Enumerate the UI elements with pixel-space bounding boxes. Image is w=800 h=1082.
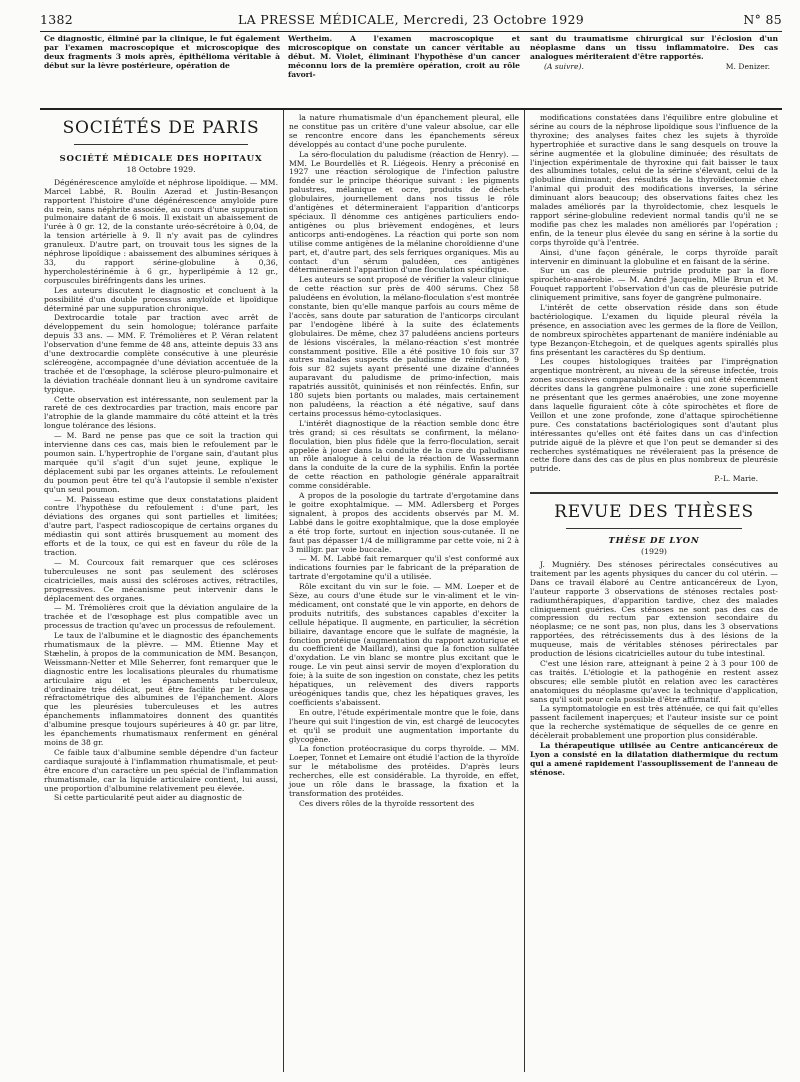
thesis-paragraph: J. Mugniéry. Des sténoses périrectales consécutives au traitement par les agents physiques du cancer du col utérin. — Dans ce travail élaboré au Centre anticancéreux de Lyon, l'auteur rapporte 3 observations de sténoses rectales post-radiumthérapiques, d'apparition tardive, chez des malades cliniquement guéries. Ces sténoses ne sont pas des cas de compression du rectum par extension secondaire du néoplasme; ce ne sont pas, non plus, dans les 3 observations rapportées, des rétrécissements dus à des lésions de la muqueuse, mais de véritables sténoses périrectales par production de lésions cicatricielles autour du tube intestinal. <box>530 559 778 659</box>
top-col-1: Ce diagnostic, éliminé par la clinique, le fut également par l'examen macroscopique et microscopique des deux fragments 3 mois après, épithélioma véritable à début sur la lèvre postérieure, opération de <box>44 34 280 70</box>
column-divider-2 <box>524 110 525 1072</box>
article-paragraph: modifications constatées dans l'équilibre entre globuline et sérine au cours de la néphrose lipoïdique sous l'influence de la thyroxine; des analyses faites chez les sujets à thyroïde hypertrophiée et suractive dans le sang desquels on trouve la sérine augmentée et la globuline diminuée; des résultats de l'injection expérimentale de thyroxine qui fait baisser le taux des albumines totales, celui de la sérine s'élevant, celui de la globuline diminuant; des résultats de la thyroïdectomie chez l'animal qui produit des modifications inverses, la sérine diminuant alors beaucoup; des observations faites chez les malades améliorés par la thyroïdectomie, chez lesquels le rapport sérine-globuline redevient normal tandis qu'il ne se modifie pas chez les malades non améliorés par l'opération ; enfin, de la teneur plus élevée du sang en sérine à la sortie du corps thyroïde qu'à l'entrée. <box>530 113 778 247</box>
thesis-paragraph: La thérapeutique utilisée au Centre anticancéreux de Lyon a consisté en la dilatation diathermique du rectum qui a amené rapidement l'assouplissement de l'anneau de sténose. <box>530 741 778 777</box>
article-paragraph: L'intérêt de cette observation réside dans son étude bactériologique. L'examen du liquide pleural révéla la présence, en association avec les germes de la flore de Veillon, de nombreux spirochètes appartenant de manière indéniable au type Bezançon-Etchegoin, et de quelques agents spirallés plus fins présentant les caractères du Sp dentium. <box>530 303 778 357</box>
column-1 <box>44 114 278 804</box>
article-paragraph: — M. Bard ne pense pas que ce soit la traction qui intervienne dans ces cas, mais bien le refoulement par le poumon sain. L'hypertrophie de l'organe sain, d'autant plus marquée qu'il s'agit d'un sujet jeune, explique le déplacement subi par les organes atteints. Le refoulement du poumon peut être tel qu'à l'autopsie il semble n'exister qu'un seul poumon. <box>44 431 278 494</box>
article-paragraph: — M. Paisseau estime que deux constatations plaident contre l'hypothèse du refoulement : d'une part, les déviations des organes qui sont partielles et limitées; d'autre part, l'aspect radioscopique de certains organes du médiastin qui sont attirés brusquement au moment des efforts et de la toux, ce qui est en faveur du rôle de la traction. <box>44 494 278 557</box>
article-paragraph: Ce faible taux d'albumine semble dépendre d'un facteur cardiaque surajouté à l'inflammation rhumatismale, et peut-être encore d'un caractère un peu spécial de l'inflammation rhumatismale, car la liquide articulaire contient, lui aussi, une proportion d'albumine relativement peu élevée. <box>44 747 278 793</box>
article-paragraph: L'intérêt diagnostique de la réaction semble donc être très grand; si ces résultats se confirment, la mélano-floculation, bien plus fidèle que la ferro-floculation, serait appelée à jouer dans la conduite de la cure du paludisme un rôle analogue à celui de la réaction de Wassermann dans la conduite de la cure de la syphilis. Enfin la portée de cette réaction en pathologie générale apparaîtrait comme considérable. <box>289 418 519 491</box>
page-header <box>40 12 782 28</box>
journal-title: LA PRESSE MÉDICALE, Mercredi, 23 Octobre 1929 <box>238 12 584 27</box>
article-paragraph: La fonction protéocrasique du corps thyroïde. — MM. Loeper, Tonnet et Lemaire ont étudié l'action de la thyroïde sur le métabolisme des protéides. D'après leurs recherches, elle est considérable. La thyroïde, en effet, joue un rôle dans le brassage, la fixation et la transformation des protéides. <box>289 744 519 798</box>
article-paragraph: — M. M. Labbé fait remarquer qu'il s'est conformé aux indications fournies par le fabricant de la préparation de tartrate d'ergotamine qu'il a utilisée. <box>289 554 519 582</box>
header-rule <box>40 31 782 32</box>
article-signature: P.-L. Marie. <box>714 474 758 484</box>
article-paragraph: A propos de la posologie du tartrate d'ergotamine dans le goitre exophtalmique. — MM. Adlersberg et Porges signalent, à propos des accidents observés par M. M. Labbé dans le goitre exophtalmique, que la dose employée a été trop forte, surtout en injection sous-cutanée. Il ne faut pas dépasser 1/4 de milligramme par cette voie, ni 2 à 3 milligr. par voie buccale. <box>289 491 519 554</box>
page-number: 1382 <box>40 12 74 27</box>
section-rule <box>74 144 248 145</box>
article-paragraph: Rôle excitant du vin sur le foie. — MM. Loeper et de Sèze, au cours d'une étude sur le vin-aliment et le vin-médicament, ont constaté que le vin apporte, en dehors de produits nutritifs, des substances capables d'exciter la cellule hépatique. Il augmente, en particulier, la sécrétion biliaire, davantage encore que le sulfate de magnésie, la fonction protéique (augmentation du rapport azoturique et du coefficient de Maillard), ainsi que la fonction sulfatée d'oxydation. Le vin blanc se montre plus excitant que le rouge. Le vin peut ainsi servir de moyen d'exploration du foie; à la suite de son ingestion on constate, chez les petits hépatiques, un relèvement des divers rapports uréogéniques tandis que, chez les hépatiques graves, les coefficients s'abaissent. <box>289 582 519 707</box>
column-3 <box>530 114 778 779</box>
article-paragraph: Si cette particularité peut aider au diagnostic de <box>54 793 242 803</box>
top-signature: M. Denizer. <box>725 61 770 71</box>
article-paragraph: Ces divers rôles de la thyroïde ressortent des <box>299 798 475 808</box>
thesis-paragraph: La symptomatologie en est très atténuée, ce qui fait qu'elles passent facilement inaperçues; et l'auteur insiste sur ce point que la recherche systématique de séquelles de ce genre en décèlerait probablement une proportion plus considérable. <box>530 704 778 741</box>
article-paragraph: — M. Trémolières croit que la déviation angulaire de la trachée et de l'œsophage est plus compatible avec un processus de traction qu'avec un processus de refoulement. <box>44 603 278 631</box>
article-paragraph: — M. Courcoux fait remarquer que ces scléroses tuberculeuses ne sont pas seulement des scléroses cicatricielles, mais aussi des scléroses actives, rétractiles, progressives. Ce mécanisme peut intervenir dans le déplacement des organes. <box>44 557 278 603</box>
article-paragraph: Dégénérescence amyloïde et néphrose lipoïdique. — MM. Marcel Labbé, R. Boulin Azerad et Justin-Besançon rapportent l'histoire d'une dégénérescence amyloïde pure du rein, sans néphrite associée, au cours d'une suppuration pulmonaire datant de 6 mois. Il existait un abaissement de l'urée à 0 gr. 12, de la constante uréo-sécrétoire à 0,04, de la tension artérielle à 9. Il n'y avait pas de cylindres granuleux. D'autre part, on trouvait tous les signes de la néphrose lipoïdique : abaissement des albumines sériques à 33, du rapport sérine-globuline à 0,36, hypercholestérinémie à 6 gr., hyperlipémie à 12 gr., corpuscules biréfringents dans les urines. <box>44 177 278 285</box>
article-paragraph: Les coupes histologiques traitées par l'imprégnation argentique montrèrent, au niveau de la séreuse infectée, trois zones successives comparables à celles qui ont été récemment décrites dans la gangrène pulmonaire : une zone superficielle ne présentant que les germes anaérobies, une zone moyenne dans laquelle figuraient côte à côte spirochètes et flore de Veillon et une zone profonde, zone d'attaque spirochétienne pure. Ces constatations bactériologiques sont d'autant plus intéressantes qu'elles ont été faites dans un cas d'infection putride aiguë de la plèvre et que l'on peut se demander si des recherches systématiques ne révéleraient pas la présence de cette flore dans des cas de plus en plus nombreux de pleurésie putride. <box>530 357 778 474</box>
article-paragraph: Les auteurs discutent le diagnostic et concluent à la possibilité d'un double processus amyloïde et lipoïdique déterminé par une suppuration chronique. <box>44 285 278 313</box>
section-title-societes: SOCIÉTÉS DE PARIS <box>62 118 260 138</box>
article-paragraph: La séro-floculation du paludisme (réaction de Henry). — MM. Le Bourdellès et R. Liégeois. Henry a préconisé en 1927 une réaction sérologique de l'infection palustre fondée sur le principe théorique suivant : les pigments palustres, mélanique et ocre, produits de déchets globulaires, journellement dans nos tissus le rôle d'antigènes et détermineraient l'apparition d'anticorps spéciaux. Il dénomme ces antigènes particuliers endo-antigènes ou plus brièvement endogènes, et leurs anticorps anti-endogènes. La réaction qui porte son nom utilise comme antigènes de la mélanine choroïdienne d'une part, et, d'autre part, des sels ferriques organiques. Mis au contact d'un sérum paludéen, ces antigènes détermineraient l'apparition d'une floculation spécifique. <box>289 149 519 275</box>
subsection-title: SOCIÉTÉ MÉDICALE DES HOPITAUX <box>59 154 263 164</box>
column-2 <box>289 114 519 810</box>
issue-number: N° 85 <box>743 12 782 27</box>
article-paragraph: Dextrocardie totale par traction avec arrêt de développement du sein homologue; tolérance parfaite depuis 33 ans. — MM. F. Trémolières et P. Véran relatent l'observation d'une femme de 48 ans, atteinte depuis 33 ans d'une dextrocardie complète consécutive à une pleurésie scléreogène, accompagnée d'une déviation accentuée de la trachée et de l'œsophage, la sclérose pleuro-pulmonaire et la déviation trachéale donnant lieu à un syndrome cavitaire typique. <box>44 313 278 394</box>
article-paragraph: la nature rhumatismale d'un épanchement pleural, elle ne constitue pas un critère d'une valeur absolue, car elle se rencontre encore dans les épanchements séreux développés au contact d'une poche purulente. <box>289 113 519 149</box>
section-rule <box>566 528 742 529</box>
thesis-year: (1929) <box>641 547 667 557</box>
article-paragraph: En outre, l'étude expérimentale montre que le foie, dans l'heure qui suit l'ingestion de vin, est chargé de leucocytes et qu'il se produit une augmentation importante du glycogène. <box>289 707 519 744</box>
top-strip-rule <box>40 108 782 110</box>
article-paragraph: Cette observation est intéressante, non seulement par la rareté de ces dextrocardies par traction, mais encore par l'atrophie de la glande mammaire du côté atteint et la très longue tolérance des lésions. <box>44 394 278 431</box>
thesis-title: THÈSE DE LYON <box>608 536 700 547</box>
article-paragraph: Les auteurs se sont proposé de vérifier la valeur clinique de cette réaction sur près de 400 sérums. Chez 58 paludéens en évolution, la mélano-floculation s'est montrée constante, bien qu'elle manque parfois au cours même de l'accès, sans doute par saturation de l'anticorps circulant par l'endogène libéré à la suite des éclatements globulaires. De même, chez 37 paludéens anciens porteurs de lésions viscérales, la mélano-réaction s'est montrée constamment positive. Elle a été positive 10 fois sur 37 autres malades suspects de paludisme de réinfection, 9 fois sur 82 sujets ayant présenté une dizaine d'années auparavant du paludisme de primo-infection, mais rapatriés aussitôt, quininisés et non réinfectés. Enfin, sur 180 sujets bien portants ou malades, mais certainement non paludéens, la réaction a été négative, sauf dans certains processus hémo-cytoclasiques. <box>289 275 519 418</box>
to-be-continued: (A suivre). <box>544 61 584 71</box>
article-paragraph: Le taux de l'albumine et le diagnostic des épanchements rhumatismaux de la plèvre. — MM. Étienne May et Stæhelin, à propos de la communication de MM. Besançon, Weissmann-Netter et Mlle Seherrer, font remarquer que le diagnostic entre les localisations pleurales du rhumatisme articulaire aigu et les épanchements tuberculeux, d'ordinaire très délicat, peut être facilité par le dosage réfractométrique des albumines de l'épanchement. Alors que les pleurésies tuberculeuses et les autres épanchements inflammatoires donnent des quantités d'albumine presque toujours supérieures à 40 gr. par litre, les épanchements rhumatismaux renferment en général moins de 38 gr. <box>44 631 278 747</box>
session-date: 18 Octobre 1929. <box>126 164 196 174</box>
column-divider-1 <box>283 110 284 1072</box>
thesis-paragraph: C'est une lésion rare, atteignant à peine 2 à 3 pour 100 de cas traités. L'étiologie et la pathogénie en restent assez obscures; elle semble plutôt en relation avec les caractères anatomiques du néoplasme qu'avec la technique d'application, sans qu'il soit pour cela possible d'être affirmatif. <box>530 658 778 704</box>
article-paragraph: Ainsi, d'une façon générale, le corps thyroïde paraît intervenir en diminuant la globuline et en faisant de la sérine. <box>530 247 778 266</box>
article-paragraph: Sur un cas de pleurésie putride produite par la flore spirochéto-anaérobie. — M. André Jacquelin, Mlle Brun et M. Fouquet rapportent l'observation d'un cas de pleurésie putride cliniquement primitive, sans foyer de gangrène pulmonaire. <box>530 266 778 303</box>
top-col-2: Wertheim. A l'examen macroscopique et microscopique on constate un cancer véritable au début. M. Violet, éliminant l'hypothèse d'un cancer méconnu lors de la première opération, croit au rôle favori- <box>288 34 520 79</box>
section-rule <box>530 492 778 494</box>
section-title-theses: REVUE DES THÈSES <box>554 502 754 523</box>
top-col-3: sant du traumatisme chirurgical sur l'éclosion d'un néoplasme dans un tissu inflammatoire. Des cas analogues mériteraient d'être rapportés. (A suivre). M. Denizer. <box>530 34 778 71</box>
